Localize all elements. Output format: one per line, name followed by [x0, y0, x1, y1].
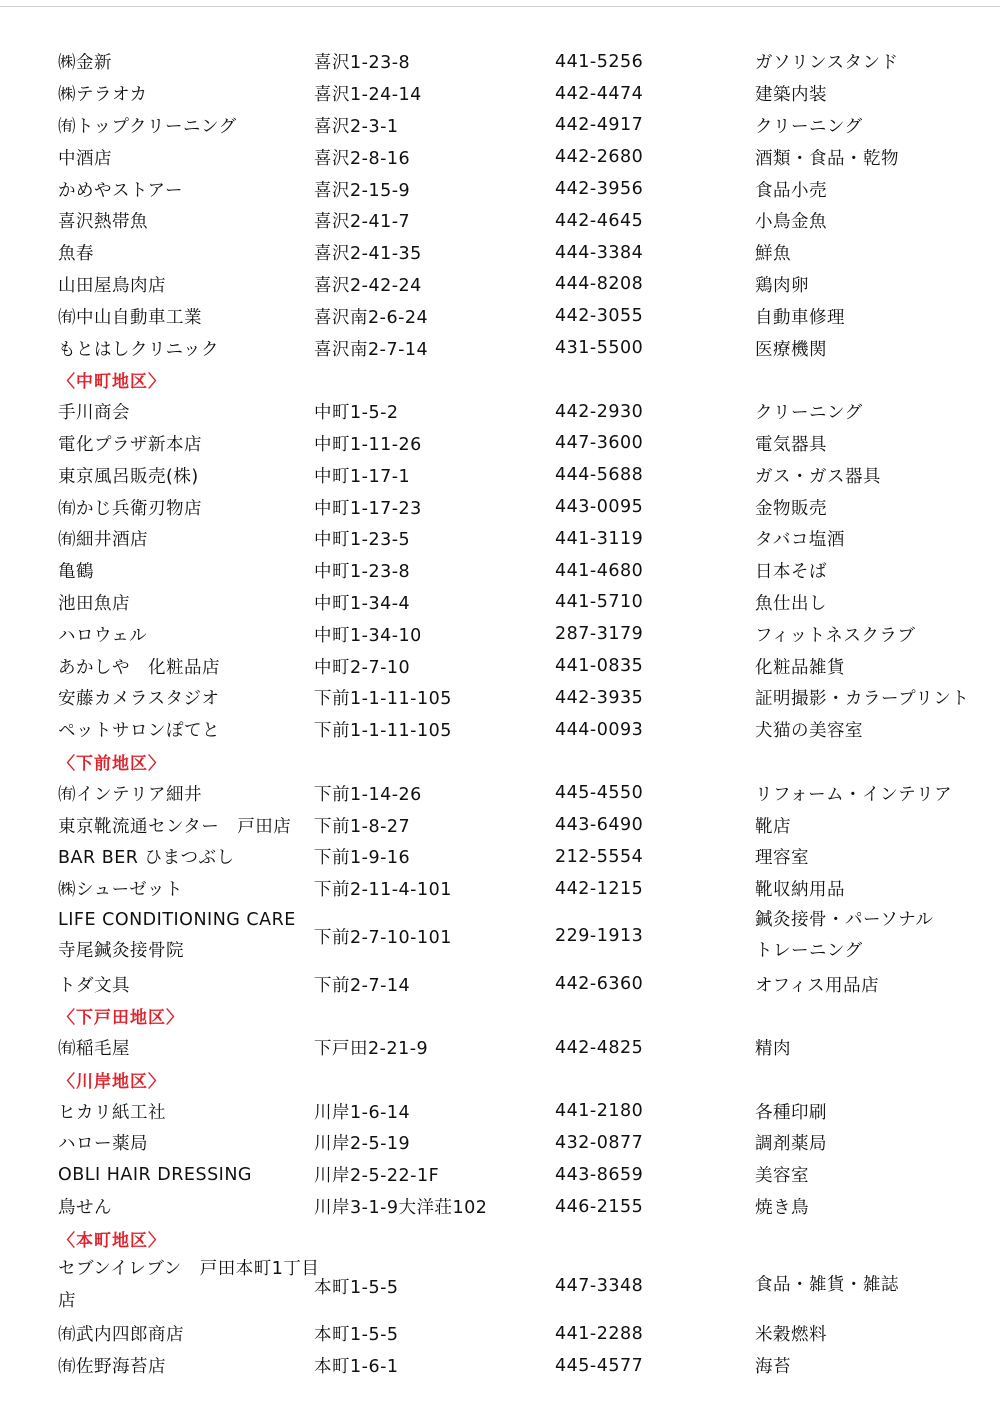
business-category: クリーニング [755, 403, 863, 424]
business-category: 靴店 [755, 816, 791, 837]
business-phone: 447-3600 [555, 433, 644, 454]
district-heading [58, 1222, 978, 1254]
business-category [755, 1254, 899, 1318]
district-heading-label: 〈中町地区〉 [58, 372, 166, 393]
business-row [58, 1095, 978, 1127]
business-name-line: 寺尾鍼灸接骨院 [58, 941, 184, 962]
business-row [58, 714, 978, 746]
district-heading-label: 〈下戸田地区〉 [58, 1008, 184, 1029]
business-phone: 443-6490 [555, 815, 644, 836]
business-name: もとはしクリニック [58, 339, 219, 360]
business-category: クリーニング [755, 116, 863, 137]
business-address: 下前2-7-14 [314, 975, 411, 996]
business-address: 喜沢2-42-24 [314, 275, 422, 296]
business-category: 電気器具 [755, 434, 827, 455]
business-address: 下前1-14-26 [314, 784, 422, 805]
business-address: 中町2-7-10 [314, 657, 411, 678]
business-name: 鳥せん [58, 1198, 112, 1219]
business-row [58, 173, 978, 205]
business-address: 本町1-6-1 [314, 1357, 399, 1378]
business-phone: 442-2680 [555, 147, 644, 168]
business-row [58, 873, 978, 905]
business-phone: 444-8208 [555, 274, 644, 295]
business-name: ㈲細井酒店 [58, 530, 148, 551]
business-address: 下戸田2-21-9 [314, 1039, 429, 1060]
business-category: 小鳥金魚 [755, 212, 827, 233]
business-name: 山田屋鳥肉店 [58, 275, 166, 296]
business-category: 理容室 [755, 848, 809, 869]
business-category: 医療機関 [755, 339, 827, 360]
business-name-line: LIFE CONDITIONING CARE [58, 909, 296, 930]
business-category: 日本そば [755, 562, 827, 583]
business-phone: 441-2288 [555, 1323, 644, 1344]
business-name: 亀鶴 [58, 562, 94, 583]
business-address: 川岸3-1-9大洋荘102 [314, 1198, 488, 1219]
business-row [58, 650, 978, 682]
business-address: 下前2-7-10-101 [314, 927, 452, 948]
business-name: ハロー薬局 [58, 1134, 148, 1155]
business-row [58, 396, 978, 428]
business-phone: 441-0835 [555, 656, 644, 677]
business-category-line: 鍼灸接骨・パーソナル [755, 909, 934, 930]
business-row [58, 46, 978, 78]
business-name: 池田魚店 [58, 593, 130, 614]
business-phone: 445-4550 [555, 783, 644, 804]
business-phone: 441-3119 [555, 528, 644, 549]
business-phone: 446-2155 [555, 1196, 644, 1217]
business-address: 下前1-8-27 [314, 816, 411, 837]
business-name: OBLI HAIR DRESSING [58, 1164, 252, 1185]
business-name: 中酒店 [58, 148, 112, 169]
business-name: 喜沢熱帯魚 [58, 212, 148, 233]
business-row [58, 332, 978, 364]
business-row [58, 777, 978, 809]
business-phone: 441-4680 [555, 560, 644, 581]
business-category-line: 食品・雑貨・雑誌 [755, 1275, 899, 1296]
business-row [58, 618, 978, 650]
business-category: 食品小売 [755, 180, 827, 201]
business-address: 喜沢2-41-7 [314, 212, 411, 233]
business-phone: 443-0095 [555, 497, 644, 518]
business-address: 中町1-34-4 [314, 593, 411, 614]
business-address: 喜沢1-23-8 [314, 53, 411, 74]
business-category: 各種印刷 [755, 1102, 827, 1123]
business-phone: 443-8659 [555, 1164, 644, 1185]
business-row [58, 78, 978, 110]
business-name-line: 店 [58, 1291, 76, 1312]
business-name: あかしや 化粧品店 [58, 657, 220, 678]
business-address: 喜沢1-24-14 [314, 85, 422, 106]
business-phone: 431-5500 [555, 338, 644, 359]
business-name: ㈱シューゼット [58, 880, 183, 901]
business-row [58, 555, 978, 587]
business-name: ハロウェル [58, 625, 148, 646]
business-category: 焼き鳥 [755, 1198, 809, 1219]
business-name: ㈲武内四郎商店 [58, 1325, 184, 1346]
business-name: ヒカリ紙工社 [58, 1102, 166, 1123]
business-address: 中町1-17-23 [314, 498, 422, 519]
district-heading [58, 1000, 978, 1032]
business-row [58, 141, 978, 173]
business-category: ガソリンスタンド [755, 53, 899, 74]
business-row [58, 587, 978, 619]
business-category: リフォーム・インテリア [755, 784, 953, 805]
business-address: 中町1-5-2 [314, 403, 399, 424]
business-category: 金物販売 [755, 498, 827, 519]
business-row [58, 682, 978, 714]
business-phone: 442-4645 [555, 210, 644, 231]
business-category: 犬猫の美容室 [755, 721, 863, 742]
business-name: 安藤カメラスタジオ [58, 689, 220, 710]
business-address: 喜沢2-8-16 [314, 148, 411, 169]
district-heading [58, 364, 978, 396]
business-address: 中町1-23-5 [314, 530, 411, 551]
business-category: 調剤薬局 [755, 1134, 827, 1155]
business-name: 東京風呂販売(株) [58, 466, 199, 487]
business-phone: 441-2180 [555, 1101, 644, 1122]
business-phone: 442-2930 [555, 401, 644, 422]
business-address: 中町1-17-1 [314, 466, 411, 487]
business-name: ㈲かじ兵衛刃物店 [58, 498, 202, 519]
business-phone: 441-5710 [555, 592, 644, 613]
business-address: 川岸1-6-14 [314, 1102, 411, 1123]
district-heading-label: 〈本町地区〉 [58, 1230, 166, 1251]
business-category: 靴収納用品 [755, 880, 845, 901]
business-name: ㈱テラオカ [58, 85, 148, 106]
business-directory-list [58, 46, 978, 1381]
district-heading-label: 〈下前地区〉 [58, 753, 166, 774]
business-row [58, 205, 978, 237]
business-phone: 442-6360 [555, 974, 644, 994]
business-address: 下前1-1-11-105 [314, 689, 452, 710]
business-category: フィットネスクラブ [755, 625, 916, 646]
business-category: 自動車修理 [755, 307, 845, 328]
district-heading [58, 1064, 978, 1096]
business-phone: 442-3956 [555, 179, 644, 200]
business-row [58, 300, 978, 332]
business-address: 本町1-5-5 [314, 1325, 399, 1346]
business-name: ㈲インテリア細井 [58, 784, 202, 805]
business-phone: 444-5688 [555, 465, 644, 486]
business-phone: 442-1215 [555, 878, 644, 899]
business-address: 喜沢2-15-9 [314, 180, 411, 201]
top-scan-rule [0, 6, 1000, 7]
business-name: 電化プラザ新本店 [58, 434, 202, 455]
business-address: 喜沢南2-6-24 [314, 307, 429, 328]
business-address: 喜沢2-41-35 [314, 244, 422, 265]
business-phone: 447-3348 [555, 1276, 644, 1297]
business-category: 美容室 [755, 1166, 809, 1187]
business-row [58, 110, 978, 142]
business-address: 中町1-11-26 [314, 434, 422, 455]
business-category: 酒類・食品・乾物 [755, 148, 899, 169]
business-address: 川岸2-5-22-1F [314, 1166, 440, 1187]
business-row [58, 1159, 978, 1191]
business-row [58, 1254, 978, 1318]
business-row [58, 841, 978, 873]
business-name: 手川商会 [58, 403, 130, 424]
business-phone: 442-4825 [555, 1037, 644, 1058]
business-category: オフィス用品店 [755, 975, 880, 996]
business-category: 海苔 [755, 1357, 791, 1378]
business-phone: 445-4577 [555, 1355, 644, 1376]
business-phone: 432-0877 [555, 1132, 644, 1153]
business-phone: 444-3384 [555, 242, 644, 263]
business-category: 米穀燃料 [755, 1325, 827, 1346]
business-address: 下前1-9-16 [314, 848, 411, 869]
business-category: 化粧品雑貨 [755, 657, 845, 678]
business-category: 精肉 [755, 1039, 791, 1060]
business-address: 本町1-5-5 [314, 1277, 399, 1298]
business-phone: 212-5554 [555, 846, 644, 867]
business-name: ㈲中山自動車工業 [58, 307, 202, 328]
business-name: ㈲トップクリーニング [58, 116, 237, 137]
business-row [58, 1032, 978, 1064]
business-row [58, 523, 978, 555]
business-category: 鮮魚 [755, 244, 791, 265]
business-category-line: トレーニング [755, 941, 863, 962]
business-name: かめやストアー [58, 180, 183, 201]
business-name [58, 905, 308, 969]
district-heading-label: 〈川岸地区〉 [58, 1071, 166, 1092]
business-phone: 442-3935 [555, 687, 644, 708]
business-address: 下前1-1-11-105 [314, 721, 452, 742]
business-category: 魚仕出し [755, 593, 827, 614]
business-name: トダ文具 [58, 975, 130, 996]
business-row [58, 809, 978, 841]
business-phone: 287-3179 [555, 624, 644, 645]
business-address: 喜沢2-3-1 [314, 116, 399, 137]
business-row [58, 237, 978, 269]
business-row [58, 491, 978, 523]
business-row [58, 1350, 978, 1382]
business-phone: 229-1913 [555, 926, 644, 947]
business-category: 建築内装 [755, 85, 827, 106]
business-address: 中町1-34-10 [314, 625, 422, 646]
business-name: ㈱金新 [58, 53, 112, 74]
business-phone: 441-5256 [555, 51, 644, 72]
business-row [58, 1127, 978, 1159]
business-row [58, 1318, 978, 1350]
district-heading [58, 746, 978, 778]
business-category: 鶏肉卵 [755, 275, 809, 296]
business-name-line: セブンイレブン 戸田本町1丁目 [58, 1259, 320, 1280]
business-address: 川岸2-5-19 [314, 1134, 411, 1155]
business-name: ペットサロンぽてと [58, 721, 220, 742]
business-name [58, 1254, 320, 1318]
business-row [58, 1191, 978, 1223]
business-phone: 444-0093 [555, 719, 644, 740]
business-row [58, 459, 978, 491]
business-name: BAR BER ひまつぶし [58, 848, 235, 869]
business-phone: 442-4474 [555, 83, 644, 104]
business-name: 魚春 [58, 244, 94, 265]
business-row [58, 905, 978, 969]
business-address: 下前2-11-4-101 [314, 880, 452, 901]
business-row [58, 428, 978, 460]
business-row [58, 968, 978, 1000]
business-category: タバコ塩酒 [755, 530, 845, 551]
business-category: ガス・ガス器具 [755, 466, 881, 487]
business-phone: 442-3055 [555, 306, 644, 327]
business-category: 証明撮影・カラープリント [755, 689, 970, 710]
business-row [58, 269, 978, 301]
business-name: ㈲佐野海苔店 [58, 1357, 166, 1378]
business-name: 東京靴流通センター 戸田店 [58, 816, 292, 837]
business-address: 中町1-23-8 [314, 562, 411, 583]
business-category [755, 905, 933, 969]
business-phone: 442-4917 [555, 115, 644, 136]
business-name: ㈲稲毛屋 [58, 1039, 130, 1060]
business-address: 喜沢南2-7-14 [314, 339, 429, 360]
